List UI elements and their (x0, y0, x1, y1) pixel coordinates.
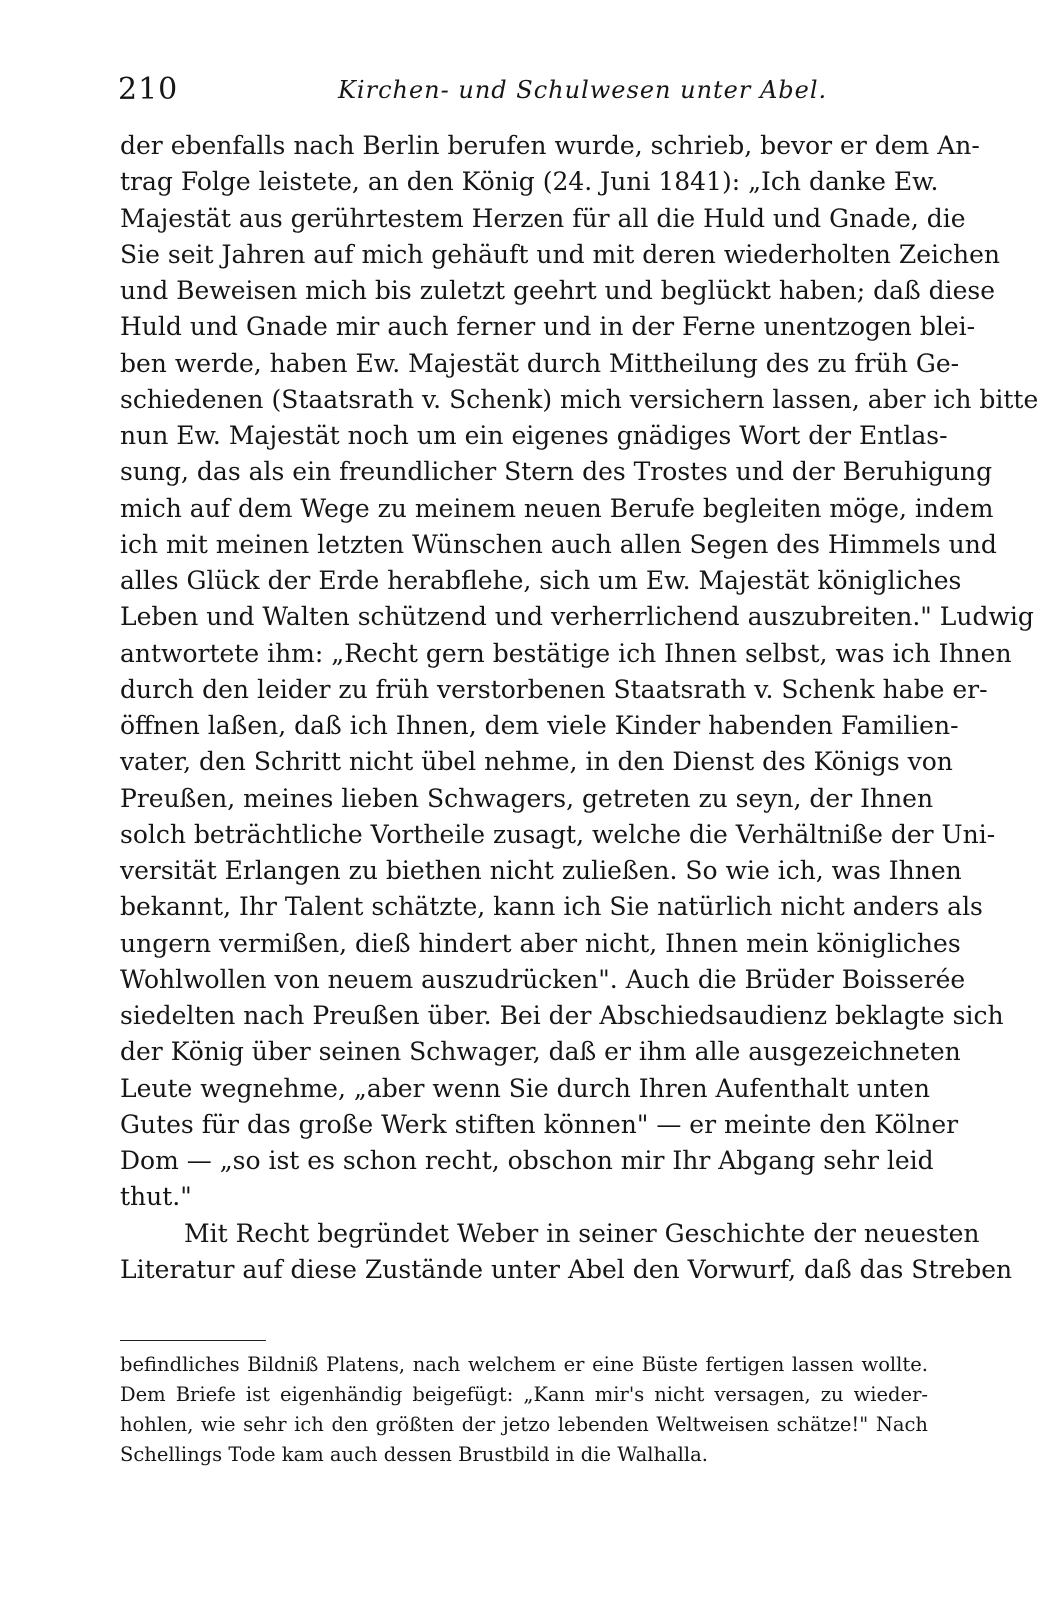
footnote-line: Dem Briefe ist eigenhändig beigefügt: „Kann mir's nicht versagen, zu wieder- (120, 1383, 928, 1406)
text-line: Literatur auf diese Zustände unter Abel den Vorwurf, daß das Streben (120, 1254, 1013, 1284)
text-line: versität Erlangen zu biethen nicht zuließen. So wie ich, was Ihnen (120, 856, 962, 885)
text-line: Preußen, meines lieben Schwagers, getreten zu seyn, der Ihnen (120, 783, 934, 813)
text-line: ungern vermißen, dieß hindert aber nicht, Ihnen mein königliches (120, 928, 961, 958)
body-text (120, 128, 1038, 1288)
page-header (118, 68, 926, 112)
text-line: Wohlwollen von neuem auszudrücken". Auch die Brüder Boisserée (120, 964, 966, 994)
text-line: mich auf dem Wege zu meinem neuen Berufe begleiten möge, indem (120, 493, 994, 523)
footnote-line: befindliches Bildniß Platens, nach welchem er eine Büste fertigen lassen wollte. (120, 1353, 928, 1376)
text-line: Dom — „so ist es schon recht, obschon mir Ihr Abgang sehr leid (120, 1146, 934, 1175)
footnote-line: Schellings Tode kam auch dessen Brustbild in die Walhalla. (120, 1443, 708, 1466)
text-line: vater, den Schritt nicht übel nehme, in den Dienst des Königs von (120, 747, 953, 777)
text-line: alles Glück der Erde herabflehe, sich um Ew. Majestät königliches (120, 566, 962, 595)
text-line: solch beträchtliche Vortheile zusagt, welche die Verhältniße der Uni- (120, 819, 996, 849)
text-line: ben werde, haben Ew. Majestät durch Mittheilung des zu früh Ge- (120, 348, 960, 378)
text-line: sung, das als ein freundlicher Stern des Trostes und der Beruhigung (120, 457, 993, 487)
text-line: schiedenen (Staatsrath v. Schenk) mich versichern lassen, aber ich bitte (120, 384, 1038, 414)
text-line: Majestät aus gerührtestem Herzen für all die Huld und Gnade, die (120, 203, 966, 233)
text-line: thut." (120, 1182, 192, 1212)
footnotes (120, 1350, 928, 1470)
text-line: siedelten nach Preußen über. Bei der Abschiedsaudienz beklagte sich (120, 1001, 1004, 1030)
text-line: bekannt, Ihr Talent schätzte, kann ich Sie natürlich nicht anders als (120, 892, 983, 922)
text-line: Sie seit Jahren auf mich gehäuft und mit deren wiederholten Zeichen (120, 239, 1000, 269)
text-line: Gutes für das große Werk stiften können" — er meinte den Kölner (120, 1109, 959, 1139)
text-line: der ebenfalls nach Berlin berufen wurde, schrieb, bevor er dem An- (120, 131, 980, 160)
text-line: Leben und Walten schützend und verherrlichend auszubreiten." Ludwig (120, 602, 1034, 632)
page-number: 210 (118, 72, 179, 107)
text-line: Mit Recht begründet Weber in seiner Geschichte der neuesten (184, 1218, 980, 1248)
text-line: der König über seinen Schwager, daß er ihm alle ausgezeichneten (120, 1037, 961, 1067)
running-title: Kirchen- und Schulwesen unter Abel. (338, 76, 828, 104)
text-line: durch den leider zu früh verstorbenen Staatsrath v. Schenk habe er- (120, 674, 988, 704)
footnote-line: hohlen, wie sehr ich den größten der jetzo lebenden Weltweisen schätze!" Nach (120, 1413, 928, 1436)
text-line: antwortete ihm: „Recht gern bestätige ich Ihnen selbst, was ich Ihnen (120, 638, 1012, 668)
text-line: Huld und Gnade mir auch ferner und in der Ferne unentzogen blei- (120, 312, 976, 342)
text-line: öffnen laßen, daß ich Ihnen, dem viele Kinder habenden Familien- (120, 711, 959, 740)
text-line: nun Ew. Majestät noch um ein eigenes gnädiges Wort der Entlas- (120, 421, 948, 450)
text-line: ich mit meinen letzten Wünschen auch allen Segen des Himmels und (120, 529, 997, 559)
text-line: und Beweisen mich bis zuletzt geehrt und beglückt haben; daß diese (120, 276, 996, 305)
text-line: trag Folge leistete, an den König (24. Juni 1841): „Ich danke Ew. (120, 167, 939, 197)
footnote-divider (120, 1340, 266, 1341)
text-line: Leute wegnehme, „aber wenn Sie durch Ihren Aufenthalt unten (120, 1073, 930, 1103)
